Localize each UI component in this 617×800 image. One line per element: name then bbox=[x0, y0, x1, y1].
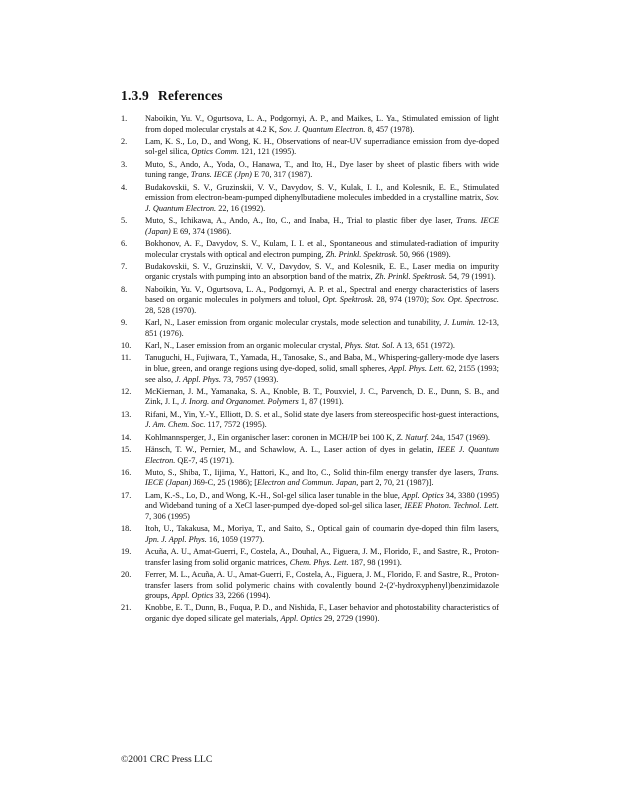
section-title: References bbox=[158, 88, 223, 103]
section-number: 1.3.9 bbox=[121, 88, 149, 103]
reference-details: 50, 966 (1989). bbox=[397, 249, 451, 259]
reference-item bbox=[121, 137, 499, 158]
reference-item bbox=[121, 160, 499, 181]
reference-details: J69-C, 25 (1986); [ bbox=[191, 478, 257, 488]
reference-item bbox=[121, 183, 499, 215]
reference-text: Tanuguchi, H., Fujiwara, T., Yamada, H., Tanosake, S., and Baba, M., Whispering-gallery-mode dye lasers in blue, green, and orange regions using dye-doped, solid, small spheres, bbox=[145, 353, 499, 373]
reference-text: Acuña, A. U., Amat-Guerri, F., Costela, A., Douhal, A., Figuera, J. M., Florido, F., and Sastre, R., Proton-transfer lasing from solid organic matrices, bbox=[145, 547, 499, 567]
reference-journal-secondary: J. Appl. Phys. bbox=[175, 374, 221, 384]
reference-journal-secondary: IEEE Photon. Technol. Lett. bbox=[404, 501, 499, 511]
reference-number: 17. bbox=[121, 490, 132, 500]
reference-item bbox=[121, 433, 499, 444]
reference-journal: Optics Comm. bbox=[191, 147, 239, 157]
reference-item bbox=[121, 468, 499, 489]
reference-number: 18. bbox=[121, 524, 132, 534]
reference-number: 19. bbox=[121, 547, 132, 557]
reference-number: 16. bbox=[121, 467, 132, 477]
reference-number: 20. bbox=[121, 570, 132, 580]
reference-text: Hänsch, T. W., Pernier, M., and Schawlow, A. L., Laser action of dyes in gelatin, bbox=[145, 445, 438, 455]
reference-number: 13. bbox=[121, 409, 132, 419]
reference-number: 11. bbox=[121, 353, 132, 363]
reference-item bbox=[121, 491, 499, 523]
reference-item bbox=[121, 341, 499, 352]
reference-item bbox=[121, 114, 499, 135]
reference-item bbox=[121, 318, 499, 339]
copyright-footer: ©2001 CRC Press LLC bbox=[121, 754, 213, 765]
reference-details-secondary: 73, 7957 (1993). bbox=[220, 374, 279, 384]
reference-details-secondary: 28, 528 (1970). bbox=[145, 305, 197, 315]
reference-text: Naboikin, Yu. V., Ogurtsova, L. A., Podgornyi, A. P., and Maikes, L. Ya., Stimulated emission of light from doped molecular crystals at 4.2 K, bbox=[145, 114, 499, 134]
reference-text: Rifani, M., Yin, Y.-Y., Elliott, D. S. et al., Solid state dye lasers from stereospecific host-guest interactions, bbox=[145, 409, 499, 419]
reference-details: 117, 7572 (1995). bbox=[205, 420, 267, 430]
reference-journal-secondary: Electron and Commun. Japan bbox=[257, 478, 357, 488]
reference-text: Lam, K. S., Lo, D., and Wong, K. H., Observations of near-UV superradiance emission from dye-doped sol-gel silica, bbox=[145, 136, 499, 157]
reference-details: E 70, 317 (1987). bbox=[251, 170, 313, 180]
reference-text: Naboikin, Yu. V., Ogurtsova, L. A., Podgornyi, A. P. et al., Spectral and energy characteristics of lasers based on organic molecules in polymers and toluol, bbox=[145, 284, 499, 305]
reference-number: 15. bbox=[121, 445, 132, 455]
reference-text: Budakovskii, S. V., Gruzinskii, V. V., Davydov, S. V., Kulak, I. I., and Kolesnik, E. E., Stimulated emission from electron-beam-pumped diphenylbutadiene molecules imbedded in a crystalline matrix, bbox=[145, 182, 499, 203]
reference-item bbox=[121, 445, 499, 466]
reference-journal: Sov. J. Quantum Electron. bbox=[278, 124, 366, 134]
reference-text: Muto, S., Ando, A., Yoda, O., Hanawa, T., and Ito, H., Dye laser by sheet of plastic fibers with wide tuning range, bbox=[145, 159, 499, 180]
reference-details: 29, 2729 (1990). bbox=[322, 614, 380, 623]
reference-number: 1. bbox=[121, 114, 128, 123]
reference-number: 12. bbox=[121, 386, 132, 396]
reference-text: Muto, S., Ichikawa, A., Ando, A., Ito, C., and Inaba, H., Trial to plastic fiber dye laser, bbox=[145, 216, 457, 226]
reference-text: Muto, S., Shiba, T., Iijima, Y., Hattori, K., and Ito, C., Solid thin-film energy transfer dye lasers, bbox=[145, 467, 478, 477]
reference-text: Budakovskii, S. V., Gruzinskii, V. V., Davydov, S. V., and Kolesnik, E. E., Laser media on impurity organic crystals with pumping into an absorption band of the matrix, bbox=[145, 261, 499, 282]
reference-journal: Trans. IECE (Japan) bbox=[145, 467, 499, 488]
reference-journal: Zh. Prinkl. Spektrosk. bbox=[374, 272, 447, 282]
reference-journal: Trans. IECE (Japan) bbox=[145, 216, 500, 236]
reference-text: Kohlmannsperger, J., Ein organischer laser: coronen in MCH/IP bei 100 K, bbox=[145, 432, 397, 442]
reference-journal: J. Lumin. bbox=[443, 318, 476, 328]
reference-text: Ferrer, M. L., Acuña, A. U., Amat-Guerri, F., Costela, A., Figuera, J. M., Florido, F. and Sastre, R., Proton-transfer lasers from solid polymeric chains with covalently bound 2-(2'-hydroxyphenyl)benzimidazole groups, bbox=[145, 570, 499, 601]
reference-journal: Appl. Optics bbox=[402, 490, 444, 500]
reference-journal: Phys. Stat. Sol. bbox=[344, 341, 395, 351]
reference-journal: Chem. Phys. Lett. bbox=[289, 557, 349, 567]
reference-journal: Jpn. J. Appl. Phys. bbox=[145, 534, 207, 544]
reference-text: Karl, N., Laser emission from organic molecular crystals, mode selection and tunability, bbox=[145, 318, 444, 328]
reference-journal: Opt. Spektrosk. bbox=[322, 295, 374, 305]
reference-details: 28, 974 (1970); bbox=[373, 295, 432, 305]
reference-item bbox=[121, 570, 499, 602]
reference-journal: Appl. Phys. Lett. bbox=[388, 364, 444, 373]
reference-number: 4. bbox=[121, 182, 128, 192]
reference-journal: J. Am. Chem. Soc. bbox=[145, 420, 206, 430]
section-heading bbox=[121, 88, 223, 104]
reference-details: 8, 457 (1978). bbox=[365, 124, 415, 134]
reference-details: E 69, 374 (1986). bbox=[170, 226, 232, 236]
reference-details: 33, 2266 (1994). bbox=[213, 591, 271, 601]
reference-journal: J. Inorg. and Organomet. Polymers bbox=[181, 397, 299, 407]
reference-item bbox=[121, 603, 499, 624]
reference-journal: Sov. J. Quantum Electron. bbox=[145, 193, 499, 213]
reference-text: Itoh, U., Takakusa, M., Moriya, T., and Saito, S., Optical gain of coumarin dye-doped thin film lasers, bbox=[145, 524, 499, 534]
reference-details: 24a, 1547 (1969). bbox=[428, 432, 490, 442]
reference-number: 10. bbox=[121, 341, 132, 351]
reference-details: A 13, 651 (1972). bbox=[394, 341, 456, 351]
reference-journal: IEEE J. Quantum Electron. bbox=[145, 445, 499, 465]
reference-item bbox=[121, 387, 499, 408]
reference-details: 34, 3380 (1995) and Wideband tuning of a XeCl laser-pumped dye-doped sol-gel silica laser, bbox=[145, 490, 499, 511]
reference-item bbox=[121, 524, 499, 545]
reference-number: 9. bbox=[121, 318, 128, 328]
reference-journal: Z. Naturf. bbox=[396, 432, 429, 442]
reference-details: 62, 2155 (1993; see also, bbox=[145, 364, 499, 384]
reference-item bbox=[121, 285, 499, 317]
reference-details: 54, 79 (1991). bbox=[446, 272, 496, 282]
reference-list bbox=[121, 114, 499, 626]
reference-text: Lam, K.-S., Lo, D., and Wong, K.-H., Sol-gel silica laser tunable in the blue, bbox=[145, 490, 403, 500]
reference-number: 8. bbox=[121, 284, 128, 294]
reference-number: 7. bbox=[121, 261, 128, 271]
reference-item bbox=[121, 216, 499, 237]
reference-details: 187, 98 (1991). bbox=[348, 557, 402, 567]
reference-text: Bokhonov, A. F., Davydov, S. V., Kulam, I. I. et al., Spontaneous and stimulated-radiation of impurity molecular crystals with optical and electron pumping, bbox=[145, 239, 499, 259]
reference-text: McKiernan, J. M., Yamanaka, S. A., Knoble, B. T., Pouxviel, J. C., Parvench, D. E., Dunn, S. B., and Zink, J. I., bbox=[145, 386, 499, 407]
reference-item bbox=[121, 262, 499, 283]
reference-number: 14. bbox=[121, 432, 132, 442]
reference-details: 121, 121 (1995). bbox=[238, 147, 297, 157]
reference-number: 6. bbox=[121, 239, 128, 248]
reference-item bbox=[121, 410, 499, 431]
reference-journal: Zh. Prinkl. Spektrosk. bbox=[325, 249, 398, 259]
reference-details: 16, 1059 (1977). bbox=[206, 534, 265, 544]
reference-item bbox=[121, 239, 499, 260]
reference-item bbox=[121, 547, 499, 568]
reference-details: 1, 87 (1991). bbox=[298, 397, 344, 407]
reference-text: Karl, N., Laser emission from an organic molecular crystal, bbox=[145, 341, 345, 351]
reference-journal: Trans. IECE (Jpn) bbox=[190, 170, 252, 180]
reference-journal: Appl. Optics bbox=[171, 591, 214, 601]
reference-details: 22, 16 (1992). bbox=[216, 203, 266, 213]
reference-text: Knobbe, E. T., Dunn, B., Fuqua, P. D., and Nishida, F., Laser behavior and photostability characteristics of organic dye doped silicate gel materials, bbox=[145, 603, 499, 623]
reference-number: 3. bbox=[121, 159, 128, 169]
reference-number: 2. bbox=[121, 136, 128, 146]
reference-journal: Appl. Optics bbox=[280, 614, 323, 623]
reference-item bbox=[121, 353, 499, 385]
reference-details-secondary: 7, 306 (1995) bbox=[145, 511, 190, 521]
reference-number: 5. bbox=[121, 216, 128, 226]
reference-details: 12-13, 851 (1976). bbox=[145, 318, 499, 338]
reference-details: QE-7, 45 (1971). bbox=[175, 455, 235, 465]
reference-details-secondary: , part 2, 70, 21 (1987)]. bbox=[356, 478, 434, 488]
reference-journal-secondary: Sov. Opt. Spectrosc. bbox=[431, 295, 499, 305]
reference-number: 21. bbox=[121, 603, 132, 613]
